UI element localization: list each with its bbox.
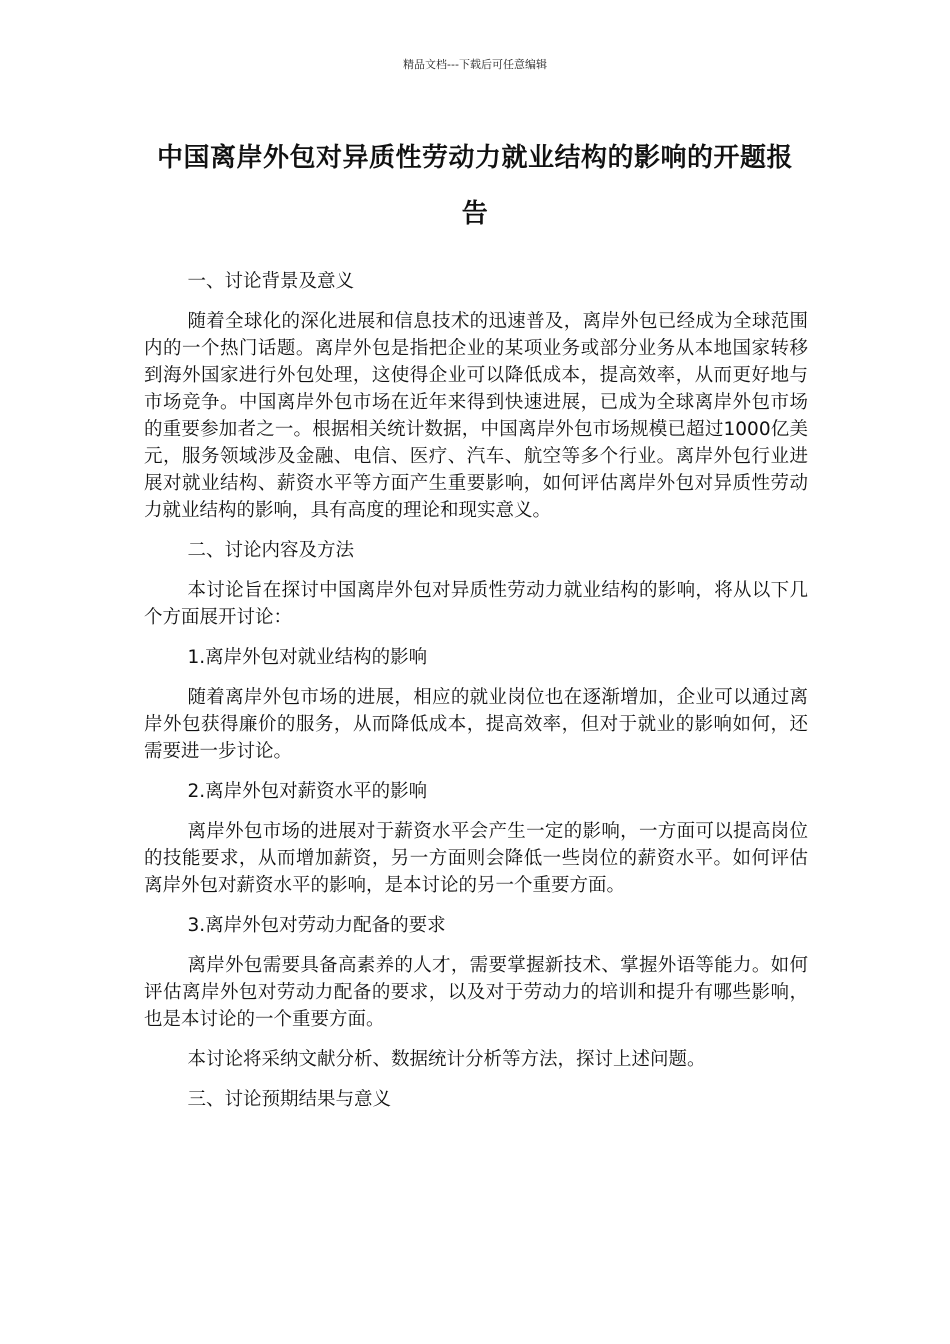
subsection-1-paragraph: 随着离岸外包市场的进展，相应的就业岗位也在逐渐增加，企业可以通过离岸外包获得廉价的服务，从而降低成本，提高效率，但对于就业的影响如何，还需要进一步讨论。	[144, 687, 808, 762]
section-1-heading: 一、讨论背景及意义	[187, 271, 354, 292]
subsection-1-heading: 1.离岸外包对就业结构的影响	[187, 647, 428, 668]
section-2-intro: 本讨论旨在探讨中国离岸外包对异质性劳动力就业结构的影响，将从以下几个方面展开讨论：	[144, 580, 808, 628]
subsection-2-paragraph: 离岸外包市场的进展对于薪资水平会产生一定的影响，一方面可以提高岗位的技能要求，从而增加薪资，另一方面则会降低一些岗位的薪资水平。如何评估离岸外包对薪资水平的影响，是本讨论的另一个重要方面。	[144, 821, 808, 896]
section-3-heading: 三、讨论预期结果与意义	[187, 1089, 391, 1110]
subsection-3-paragraph: 离岸外包需要具备高素养的人才，需要掌握新技术、掌握外语等能力。如何评估离岸外包对劳动力配备的要求，以及对于劳动力的培训和提升有哪些影响，也是本讨论的一个重要方面。	[144, 955, 808, 1030]
header-note: 精品文档---下载后可任意编辑	[403, 58, 547, 71]
subsection-3-heading: 3.离岸外包对劳动力配备的要求	[187, 915, 446, 936]
section-2-heading: 二、讨论内容及方法	[187, 540, 354, 561]
document-title: 中国离岸外包对异质性劳动力就业结构的影响的开题报告	[156, 143, 793, 229]
subsection-2-heading: 2.离岸外包对薪资水平的影响	[187, 781, 428, 802]
document-body	[144, 268, 808, 1126]
section-1-paragraph: 随着全球化的深化进展和信息技术的迅速普及，离岸外包已经成为全球范围内的一个热门话题。离岸外包是指把企业的某项业务或部分业务从本地国家转移到海外国家进行外包处理，这使得企业可以降低成本，提高效率，从而更好地与市场竞争。中国离岸外包市场在近年来得到快速进展，已成为全球离岸外包市场的重要参加者之一。根据相关统计数据，中国离岸外包市场规模已超过1000亿美元，服务领域涉及金融、电信、医疗、汽车、航空等多个行业。离岸外包行业进展对就业结构、薪资水平等方面产生重要影响，如何评估离岸外包对异质性劳动力就业结构的影响，具有高度的理论和现实意义。	[144, 311, 808, 521]
method-paragraph: 本讨论将采纳文献分析、数据统计分析等方法，探讨上述问题。	[187, 1049, 706, 1070]
